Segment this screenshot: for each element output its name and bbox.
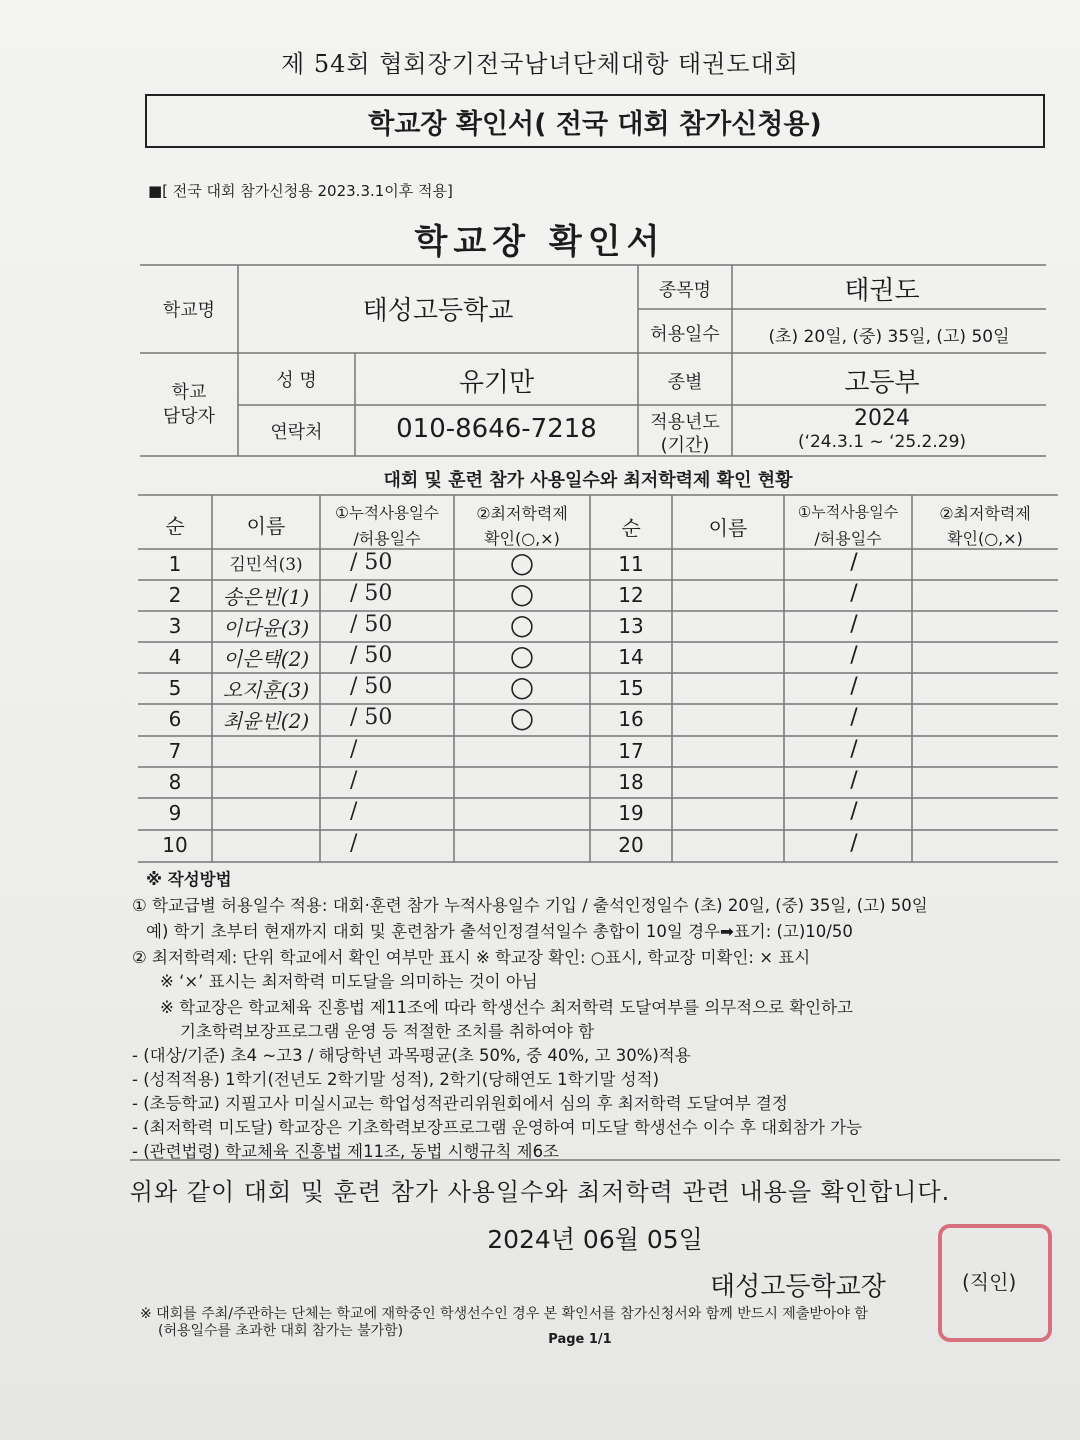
contact-value: 010-8646-7218 [396,414,597,444]
min-academic-check: ○ [509,701,535,734]
note-line: 기초학력보장프로그램 운영 등 적절한 조치를 취하여야 함 [180,1022,595,1041]
row-number-right: 11 [618,551,644,576]
min-academic-check: ○ [509,576,535,610]
row-number-right: 14 [618,644,644,669]
seal-mark-text: (직인) [962,1270,1017,1294]
row-number-left: 4 [168,644,182,669]
header-check-left-1: ②최저학력제 [476,504,568,523]
name-label: 성 명 [276,370,317,391]
competition-title: 제 54회 협회장기전국남녀단체대항 태권도대회 [281,50,799,78]
used-days: / 50 [350,673,393,699]
notes-heading: ※ 작성방법 [146,870,232,889]
row-number-right: 15 [618,675,644,700]
note-line: - (초등학교) 지필고사 미실시교는 학업성적관리위원회에서 심의 후 최저학력 도달여부 결정 [132,1094,788,1113]
page-number: Page 1/1 [548,1332,612,1347]
used-days: / 50 [350,642,393,668]
used-days-right: / [850,673,858,699]
used-days: / [350,831,358,856]
footnote-line-1: ※ 대회를 주최/주관하는 단체는 학교에 재학중인 학생선수인 경우 본 확인서를 참가신청서와 함께 반드시 제출받아야 함 [140,1306,868,1322]
used-days: / 50 [350,611,393,637]
student-name: 이은택(2) [222,646,310,671]
min-academic-check: ○ [509,669,535,703]
row-number-right: 12 [618,582,644,607]
table-section-title: 대회 및 훈련 참가 사용일수와 최저학력제 확인 현황 [383,470,793,491]
used-days-right: / [850,831,858,856]
division-value: 고등부 [844,368,920,398]
row-number-left: 7 [168,738,182,763]
header-seq-right: 순 [621,516,641,540]
used-days-right: / [850,580,858,606]
row-number-right: 16 [618,707,644,731]
row-number-right: 20 [618,833,644,857]
used-days: / [350,767,358,793]
row-number-left: 10 [162,833,188,857]
row-number-left: 5 [168,675,182,700]
boxed-title: 학교장 확인서( 전국 대회 참가신청용) [145,94,1045,148]
form-note: ■[ 전국 대회 참가신청용 2023.3.1이후 적용] [148,182,453,200]
note-line: ※ 학교장은 학교체육 진흥법 제11조에 따라 학생선수 최저학력 도달여부를 의무적으로 확인하고 [160,998,853,1017]
row-number-left: 1 [168,551,182,576]
sport-value: 태권도 [844,276,920,306]
note-line: - (최저학력 미도달) 학교장은 기초학력보장프로그램 운영하여 미도달 학생선수 이수 후 대회참가 가능 [132,1118,863,1137]
document-title: 학교장 확인서 [414,222,666,262]
school-name: 태성고등학교 [362,296,514,326]
header-check-left-2: 확인(○,×) [484,529,560,548]
school-label: 학교명 [162,300,216,321]
footnote-line-2: (허용일수를 초과한 대회 참가는 불가함) [158,1322,404,1339]
header-name-left: 이름 [246,514,286,538]
note-line: ② 최저학력제: 단위 학교에서 확인 여부만 표시 ※ 학교장 확인: ○표시, 학교장 미확인: × 표시 [132,948,811,967]
manager-name: 유기만 [458,368,535,398]
used-days-right: / [850,799,858,824]
allowed-value: (초) 20일, (중) 35일, (고) 50일 [768,327,1010,347]
min-academic-check: ○ [509,545,535,579]
row-number-left: 6 [168,707,182,731]
row-number-right: 17 [618,738,644,763]
sport-label: 종목명 [658,280,712,301]
used-days: / 50 [350,549,393,575]
used-days-right: / [850,705,858,730]
used-days-right: / [850,767,858,793]
row-number-left: 9 [168,801,182,825]
used-days-right: / [850,736,858,762]
header-seq-left: 순 [165,514,185,538]
note-line: ※ ‘×’ 표시는 최저학력 미도달을 의미하는 것이 아님 [160,972,538,991]
used-days: / 50 [350,705,393,730]
year-label-line1: 적용년도 [650,412,720,433]
header-check-right-2: 확인(○,×) [947,529,1023,548]
student-name: 김민석(3) [229,554,303,575]
manager-label-line2: 담당자 [162,406,216,427]
confirm-date: 2024년 06월 05일 [487,1225,703,1254]
header-name-right: 이름 [708,516,748,540]
header-days-right-2: /허용일수 [814,529,882,548]
division-label: 종별 [667,372,703,393]
row-number-right: 19 [618,801,644,825]
used-days: / [350,799,358,824]
min-academic-check: ○ [509,638,535,672]
min-academic-check: ○ [509,607,535,641]
row-number-left: 3 [168,613,182,638]
used-days-right: / [850,549,858,575]
header-days-right-1: ①누적사용일수 [797,503,899,521]
used-days-right: / [850,611,858,637]
row-number-left: 2 [168,582,182,607]
contact-label: 연락처 [270,422,323,443]
note-line: 예) 학기 초부터 현재까지 대회 및 훈련참가 출석인정결석일수 총합이 10일 경우➡표기: (고)10/50 [146,922,853,941]
header-check-right-1: ②최저학력제 [939,504,1031,523]
used-days: / 50 [350,580,393,606]
manager-label-line1: 학교 [171,382,207,403]
year-period: (‘24.3.1 ~ ‘25.2.29) [797,432,967,452]
confirm-statement: 위와 같이 대회 및 훈련 참가 사용일수와 최저학력 관련 내용을 확인합니다. [129,1178,951,1206]
student-name: 송은빈(1) [222,584,310,609]
row-number-right: 13 [618,613,644,638]
year-label-line2: (기간) [660,435,710,456]
note-line: - (관련법령) 학교체육 진흥법 제11조, 동법 시행규칙 제6조 [132,1142,559,1161]
note-line: - (성적적용) 1학기(전년도 2학기말 성적), 2학기(당해연도 1학기말 성적) [132,1070,660,1089]
principal-name: 태성고등학교장 [710,1272,886,1302]
student-name: 오지훈(3) [222,677,310,702]
note-line: - (대상/기준) 초4 ~고3 / 해당학년 과목평균(초 50%, 중 40%, 고 30%)적용 [132,1046,691,1065]
used-days: / [350,736,358,762]
header-days-left-2: /허용일수 [353,529,421,548]
header-days-left-1: ①누적사용일수 [335,504,439,522]
allowed-label: 허용일수 [650,324,720,345]
year-value: 2024 [854,406,910,431]
student-name: 최윤빈(2) [222,709,310,733]
note-line: ① 학교급별 허용일수 적용: 대회·훈련 참가 누적사용일수 기입 / 출석인정일수 (초) 20일, (중) 35일, (고) 50일 [132,896,928,915]
row-number-right: 18 [618,769,644,794]
student-name: 이다윤(3) [222,615,310,640]
row-number-left: 8 [168,769,182,794]
used-days-right: / [850,642,858,668]
